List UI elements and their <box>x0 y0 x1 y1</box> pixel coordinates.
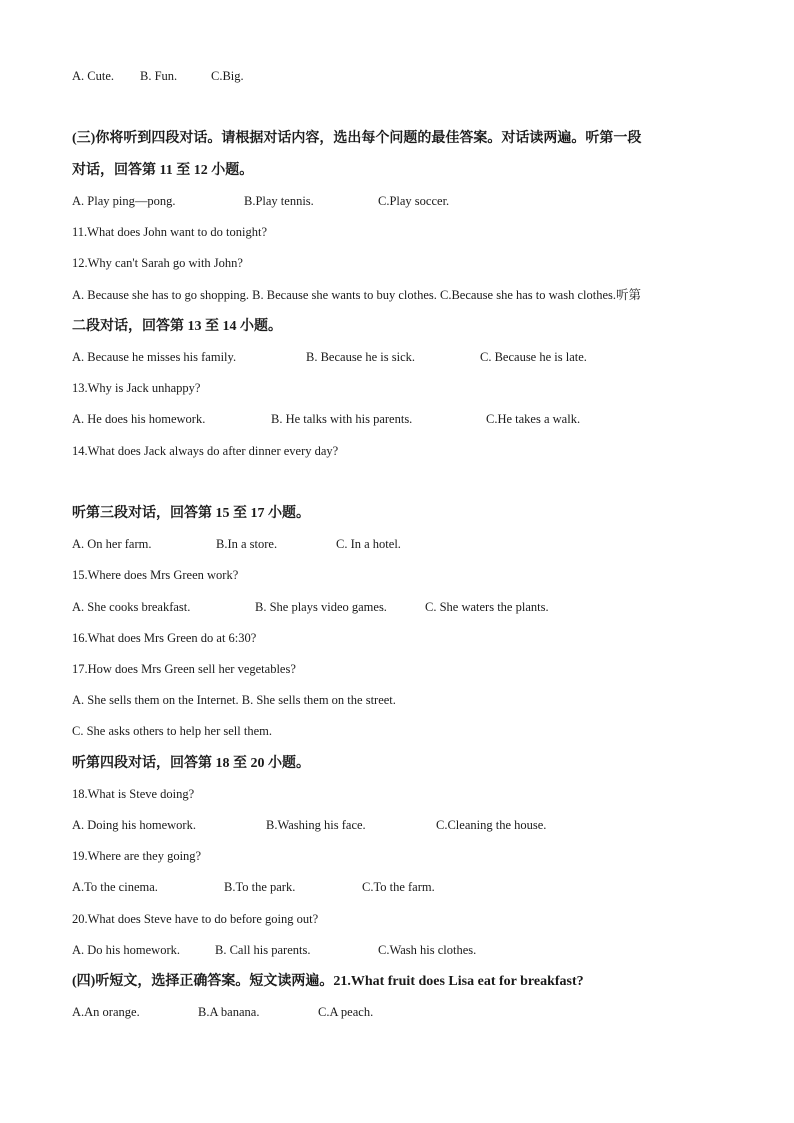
section3-heading-line2: 对话，回答第 11 至 12 小题。 <box>72 163 254 178</box>
section3-heading-line1: (三)你将听到四段对话。请根据对话内容，选出每个问题的最佳答案。对话读两遍。听第一段 <box>72 131 642 146</box>
q17-options-line1: A. She sells them on the Internet. B. She sells them on the street. <box>72 693 396 707</box>
q20-options <box>72 942 476 958</box>
dialog2-heading: 二段对话，回答第 13 至 14 小题。 <box>72 319 282 334</box>
option-b: B. Fun. <box>140 69 178 83</box>
option-b: B.To the park. <box>224 880 296 894</box>
q12-options: A. Because she has to go shopping. B. Because she wants to buy clothes. C.Because she has to wash clothes.听第 <box>72 288 641 302</box>
option-c: C.Wash his clothes. <box>378 943 477 957</box>
option-b: B. He talks with his parents. <box>271 412 413 426</box>
option-a: A.An orange. <box>72 1005 140 1019</box>
option-a: A. She cooks breakfast. <box>72 600 191 614</box>
q18-question: 18.What is Steve doing? <box>72 787 195 801</box>
q11-options <box>72 193 449 209</box>
option-b: B.In a store. <box>216 537 278 551</box>
q17-options-line2: C. She asks others to help her sell them. <box>72 724 272 738</box>
q18-options <box>72 817 546 833</box>
option-b: B.Washing his face. <box>266 818 366 832</box>
q19-question: 19.Where are they going? <box>72 849 202 863</box>
q13-question: 13.Why is Jack unhappy? <box>72 381 201 395</box>
option-a: A. Doing his homework. <box>72 818 196 832</box>
option-c: C. In a hotel. <box>336 537 401 551</box>
dialog3-heading: 听第三段对话，回答第 15 至 17 小题。 <box>72 506 310 521</box>
q16-question: 16.What does Mrs Green do at 6:30? <box>72 631 257 645</box>
option-b: B.Play tennis. <box>244 194 314 208</box>
q10-options <box>72 68 244 84</box>
dialog4-heading: 听第四段对话，回答第 18 至 20 小题。 <box>72 756 310 771</box>
q14-options <box>72 411 580 427</box>
q21-options <box>72 1004 373 1020</box>
option-b: B. Because he is sick. <box>306 350 416 364</box>
option-c: C. Because he is late. <box>480 350 587 364</box>
option-a: A. Cute. <box>72 69 115 83</box>
option-a: A. Play ping—pong. <box>72 194 176 208</box>
option-a: A. Do his homework. <box>72 943 180 957</box>
option-b: B. She plays video games. <box>255 600 387 614</box>
q19-options <box>72 879 435 895</box>
q17-question: 17.How does Mrs Green sell her vegetables? <box>72 662 296 676</box>
q20-question: 20.What does Steve have to do before going out? <box>72 912 319 926</box>
option-c: C.A peach. <box>318 1005 374 1019</box>
option-a: A. Because he misses his family. <box>72 350 237 364</box>
option-c: C.Play soccer. <box>378 194 450 208</box>
option-c: C.To the farm. <box>362 880 435 894</box>
option-b: B. Call his parents. <box>215 943 311 957</box>
q15-question: 15.Where does Mrs Green work? <box>72 568 239 582</box>
q15-options <box>72 536 401 552</box>
option-c: C.He takes a walk. <box>486 412 581 426</box>
option-c: C.Cleaning the house. <box>436 818 547 832</box>
q13-options <box>72 349 587 365</box>
q16-options <box>72 599 549 615</box>
option-b: B.A banana. <box>198 1005 260 1019</box>
option-c: C.Big. <box>211 69 244 83</box>
q12-question: 12.Why can't Sarah go with John? <box>72 256 243 270</box>
option-c: C. She waters the plants. <box>425 600 549 614</box>
q11-question: 11.What does John want to do tonight? <box>72 225 267 239</box>
option-a: A.To the cinema. <box>72 880 158 894</box>
section4-heading: (四)听短文，选择正确答案。短文读两遍。21.What fruit does Lisa eat for breakfast? <box>72 974 584 989</box>
q14-question: 14.What does Jack always do after dinner every day? <box>72 444 339 458</box>
option-a: A. He does his homework. <box>72 412 206 426</box>
option-a: A. On her farm. <box>72 537 152 551</box>
